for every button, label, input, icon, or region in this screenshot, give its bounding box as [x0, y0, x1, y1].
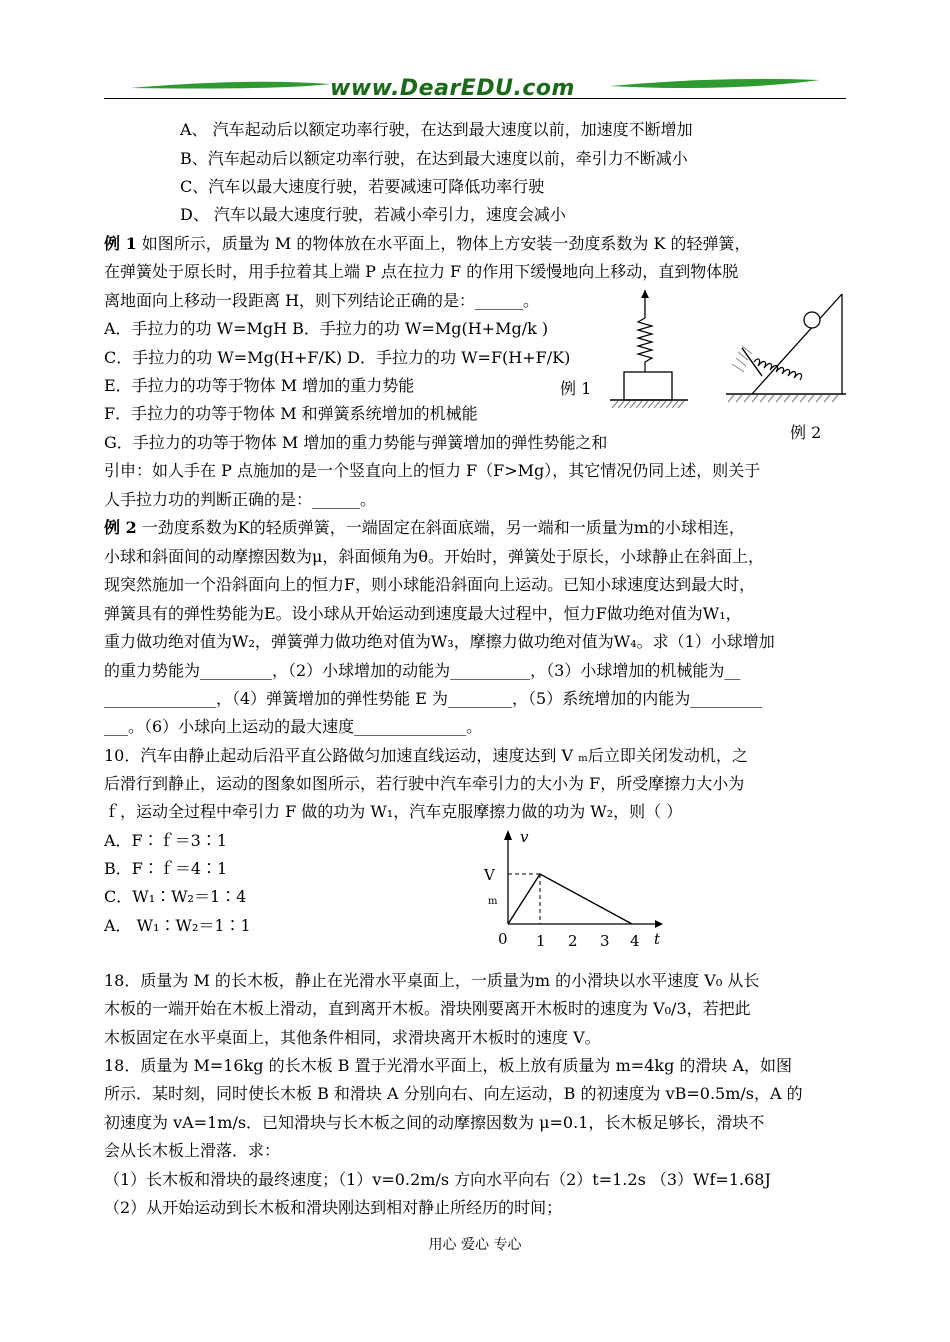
text-line: 木板的一端开始在木板上滑动，直到离开木板。滑块刚要离开木板时的速度为 V₀/3，若把此	[104, 999, 751, 1018]
vm-label: V	[484, 866, 495, 884]
example1-option-f: F．手拉力的功等于物体 M 和弹簧系统增加的机械能	[104, 404, 478, 423]
example2-text: 一劲度系数为K的轻质弹簧，一端固定在斜面底端，另一端和一质量为m的小球相连，	[136, 518, 745, 537]
text-line: 初速度为 vA=1m/s．已知滑块与长木板之间的动摩擦因数为 μ=0.1，长木板足够长，滑块不	[104, 1113, 765, 1132]
text-line: 会从长木板上滑落．求：	[104, 1141, 281, 1160]
figure2-caption: 例 2	[790, 423, 822, 442]
tick-label: 1	[536, 932, 546, 950]
figure1-spring-block	[600, 288, 700, 418]
header-site-logo: www.DearEDU.com	[330, 76, 575, 101]
tick-label: 0	[498, 930, 508, 948]
page-footer: 用心 爱心 专心	[428, 1237, 522, 1253]
t-axis-label: t	[654, 930, 661, 948]
example1-intro	[104, 234, 751, 254]
vt-graph	[480, 826, 670, 956]
question18b-part1: （1）长木板和滑块的最终速度；（1）v=0.2m/s 方向水平向右（2）t=1.2s （3）Wf=1.68J	[104, 1170, 771, 1189]
example1-text: 如图所示，质量为 M 的物体放在水平面上，物体上方安装一劲度系数为 K 的轻弹簧，	[136, 234, 751, 253]
text-line: 在弹簧处于原长时，用手拉着其上端 P 点在拉力 F 的作用下缓慢地向上移动，直到物体脱	[104, 262, 739, 281]
text-line: 重力做功绝对值为W₂，弹簧弹力做功绝对值为W₃，摩擦力做功绝对值为W₄。求（1）小球增加	[104, 632, 775, 651]
text-line: 弹簧具有的弹性势能为E。设小球从开始运动到速度最大过程中，恒力F做功绝对值为W₁，	[104, 604, 742, 623]
text-line: 所示．某时刻，同时使长木板 B 和滑块 A 分别向右、向左运动，B 的初速度为 vB=0.5m/s，A 的	[104, 1084, 803, 1103]
text-line: 木板固定在水平桌面上，其他条件相同，求滑块离开木板时的速度 V。	[104, 1028, 601, 1047]
tick-label: 4	[630, 932, 640, 950]
figure1-caption: 例 1	[560, 379, 592, 398]
header-rule	[104, 98, 846, 99]
text-line: 离地面向上移动一段距离 H，则下列结论正确的是：______。	[104, 291, 540, 310]
text-line: ______________，（4）弹簧增加的弹性势能 E 为________，（5）系统增加的内能为_________	[104, 689, 763, 708]
vt-curve	[508, 874, 632, 924]
example1-label: 例 1	[104, 234, 137, 253]
tick-label: 2	[568, 932, 578, 950]
extension-text: 引申：如人手在 P 点施加的是一个竖直向上的恒力 F（F>Mg），其它情况仍同上述，则关于	[104, 461, 761, 480]
example1-option-g: G．手拉力的功等于物体 M 增加的重力势能与弹簧增加的弹性势能之和	[104, 433, 608, 452]
text-line: 小球和斜面间的动摩擦因数为μ，斜面倾角为θ。开始时，弹簧处于原长，小球静止在斜面上，	[104, 547, 765, 566]
text-line: ｆ，运动全过程中牵引力 F 做的功为 W₁，汽车克服摩擦力做的功为 W₂，则（ ）	[104, 802, 683, 821]
text-line: 的重力势能为_________，（2）小球增加的动能为__________，（3）小球增加的机械能为__	[104, 661, 741, 680]
tick-label: 3	[600, 932, 610, 950]
question18b-part2: （2）从开始运动到长木板和滑块刚达到相对静止所经历的时间；	[104, 1198, 563, 1217]
example1-option-cd: C．手拉力的功 W=Mg(H+F/K) D．手拉力的功 W=F(H+F/K)	[104, 348, 571, 367]
text-line: 后滑行到静止，运动的图象如图所示，若行驶中汽车牵引力的大小为 F，所受摩擦力大小为	[104, 774, 745, 793]
vm-subscript: m	[488, 896, 498, 907]
text-line: 现突然施加一个沿斜面向上的恒力F，则小球能沿斜面向上运动。已知小球速度达到最大时，	[104, 575, 756, 594]
option-a: A、 汽车起动后以额定功率行驶，在达到最大速度以前，加速度不断增加	[180, 120, 693, 139]
option-b: B、汽车起动后以额定功率行驶，在达到最大速度以前，牵引力不断减小	[180, 149, 688, 168]
v-axis-label: v	[520, 828, 529, 846]
extension-text: 人手拉力功的判断正确的是：______。	[104, 490, 377, 509]
question10-option-b: B．F∶ｆ＝4∶1	[104, 859, 228, 878]
question10-text: 10．汽车由静止起动后沿平直公路做匀加速直线运动，速度达到 V ₘ后立即关闭发动机，之	[104, 746, 748, 765]
question18b-text: 18．质量为 M=16kg 的长木板 B 置于光滑水平面上，板上放有质量为 m=4kg 的滑块 A，如图	[104, 1056, 793, 1075]
question18a-text: 18．质量为 M 的长木板，静止在光滑水平桌面上，一质量为m 的小滑块以水平速度 V₀ 从长	[104, 971, 760, 990]
option-d: D、 汽车以最大速度行驶，若减小牵引力，速度会减小	[180, 205, 566, 224]
question10-option-a: A．F∶ｆ＝3∶1	[104, 831, 228, 850]
text-line: ___。（6）小球向上运动的最大速度______________。	[104, 717, 483, 736]
question10-option-d: A． W₁∶W₂＝1∶1	[104, 916, 251, 935]
example1-option-e: E．手拉力的功等于物体 M 增加的重力势能	[104, 376, 415, 395]
figure2-incline-spring	[722, 290, 852, 410]
example2-label: 例 2	[104, 518, 137, 537]
question10-option-c: C．W₁∶W₂＝1∶4	[104, 887, 247, 906]
example1-option-ab: A．手拉力的功 W=MgH B．手拉力的功 W=Mg(H+Mg/k )	[104, 319, 549, 338]
option-c: C、汽车以最大速度行驶，若要减速可降低功率行驶	[180, 177, 545, 196]
example2-intro	[104, 518, 745, 538]
